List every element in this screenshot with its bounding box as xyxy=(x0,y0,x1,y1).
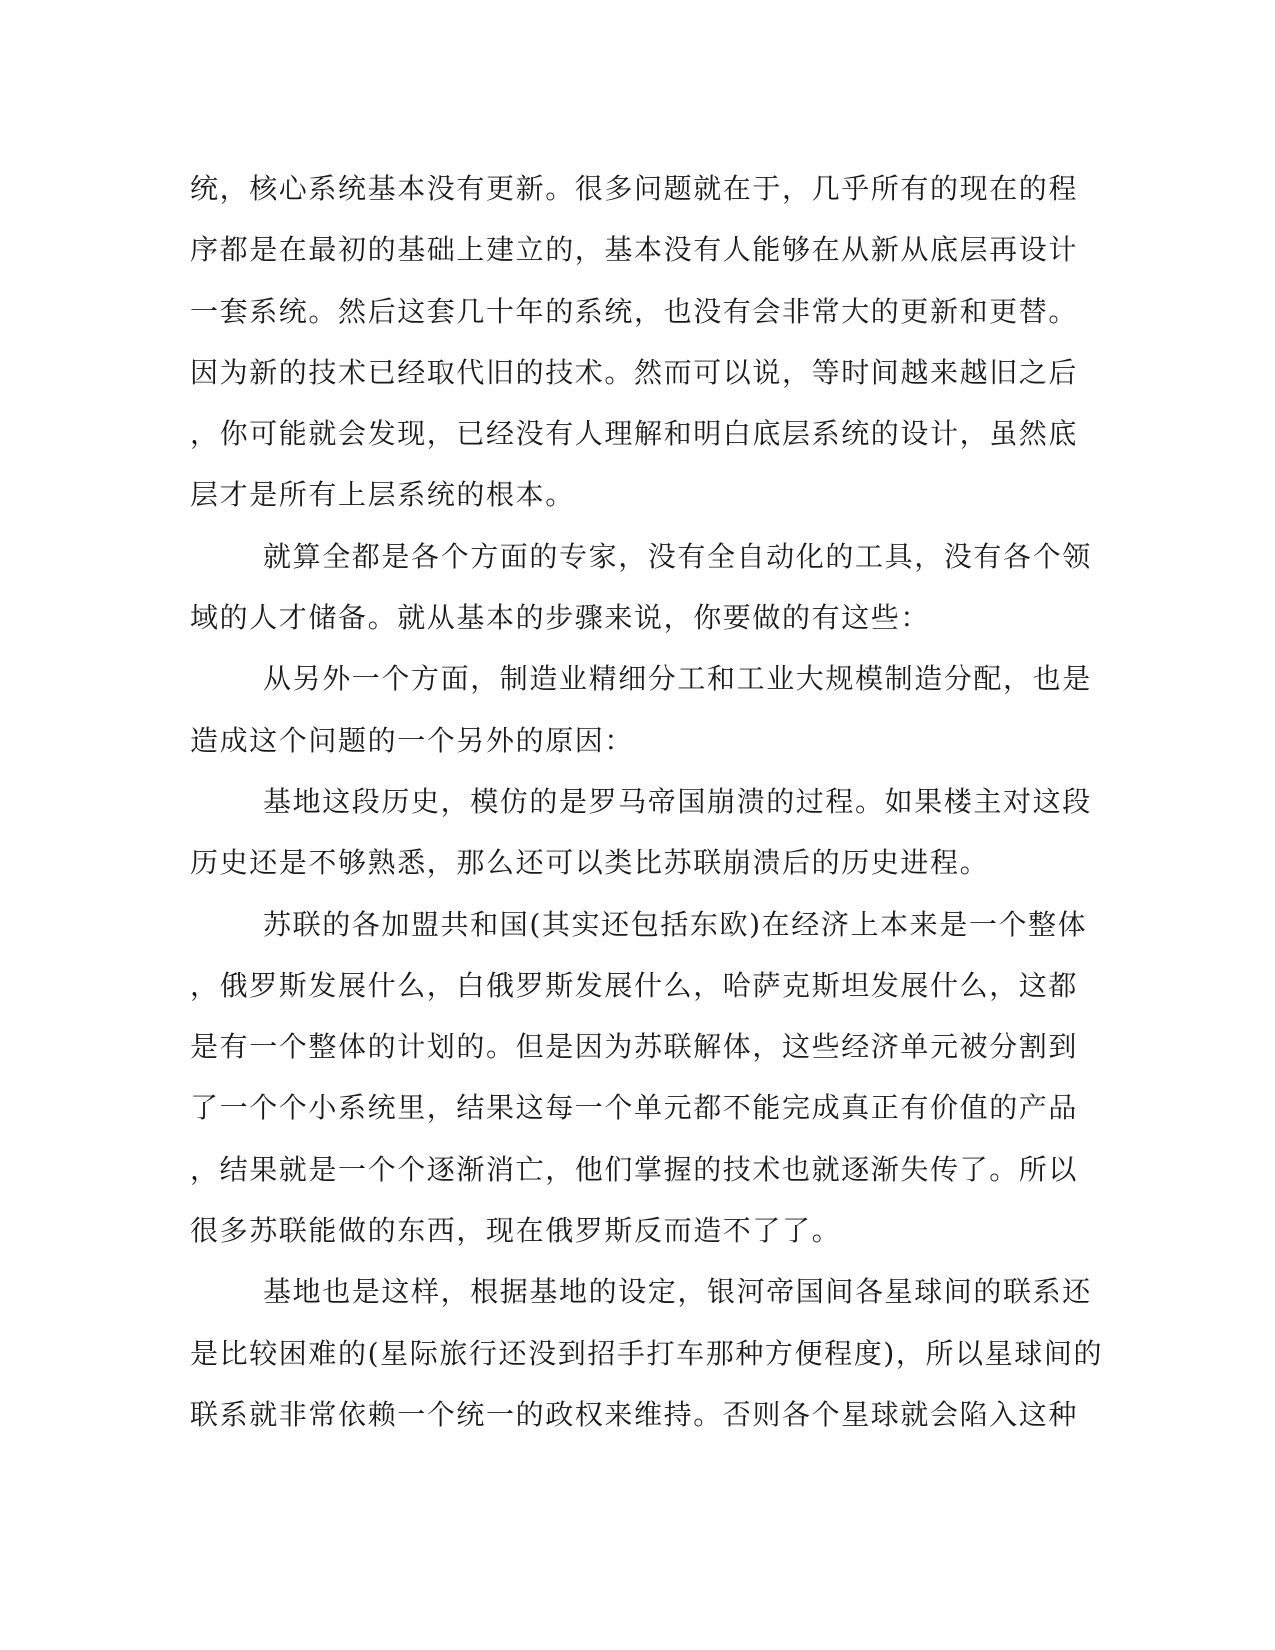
paragraph-start-line: 从另外一个方面，制造业精细分工和工业大规模制造分配，也是 xyxy=(263,662,1092,696)
text-line: 一套系统。然后这套几十年的系统，也没有会非常大的更新和更替。 xyxy=(190,294,1079,328)
text-line: 很多苏联能做的东西，现在俄罗斯反而造不了了。 xyxy=(190,1214,842,1248)
text-line: 历史还是不够熟悉，那么还可以类比苏联崩溃后的历史进程。 xyxy=(190,846,990,880)
text-line: ，俄罗斯发展什么，白俄罗斯发展什么，哈萨克斯坦发展什么，这都 xyxy=(190,968,1079,1002)
paragraph-start-line: 就算全都是各个方面的专家，没有全自动化的工具，没有各个领 xyxy=(263,539,1092,573)
text-line: 域的人才储备。就从基本的步骤来说，你要做的有这些： xyxy=(190,601,931,635)
paragraph-start-line: 基地也是这样，根据基地的设定，银河帝国间各星球间的联系还 xyxy=(263,1275,1092,1309)
text-line: 层才是所有上层系统的根本。 xyxy=(190,478,575,512)
paragraph-start-line: 基地这段历史，模仿的是罗马帝国崩溃的过程。如果楼主对这段 xyxy=(263,784,1092,818)
text-line: 序都是在最初的基础上建立的，基本没有人能够在从新从底层再设计 xyxy=(190,233,1079,267)
paragraph-start-line: 苏联的各加盟共和国(其实还包括东欧)在经济上本来是一个整体 xyxy=(263,907,1088,941)
text-line: 统，核心系统基本没有更新。很多问题就在于，几乎所有的现在的程 xyxy=(190,172,1079,205)
text-line: 了一个个小系统里，结果这每一个单元都不能完成真正有价值的产品 xyxy=(190,1091,1079,1125)
text-line: 是比较困难的(星际旅行还没到招手打车那种方便程度)，所以星球间的 xyxy=(190,1336,1104,1370)
text-line: 因为新的技术已经取代旧的技术。然而可以说，等时间越来越旧之后 xyxy=(190,355,1079,389)
document-body xyxy=(190,158,1104,1445)
text-line: 造成这个问题的一个另外的原因： xyxy=(190,723,635,757)
text-line: ，结果就是一个个逐渐消亡，他们掌握的技术也就逐渐失传了。所以 xyxy=(190,1152,1079,1186)
text-line: 是有一个整体的计划的。但是因为苏联解体，这些经济单元被分割到 xyxy=(190,1030,1079,1064)
text-line: ，你可能就会发现，已经没有人理解和明白底层系统的设计，虽然底 xyxy=(190,417,1079,451)
text-line: 联系就非常依赖一个统一的政权来维持。否则各个星球就会陷入这种 xyxy=(190,1397,1079,1431)
